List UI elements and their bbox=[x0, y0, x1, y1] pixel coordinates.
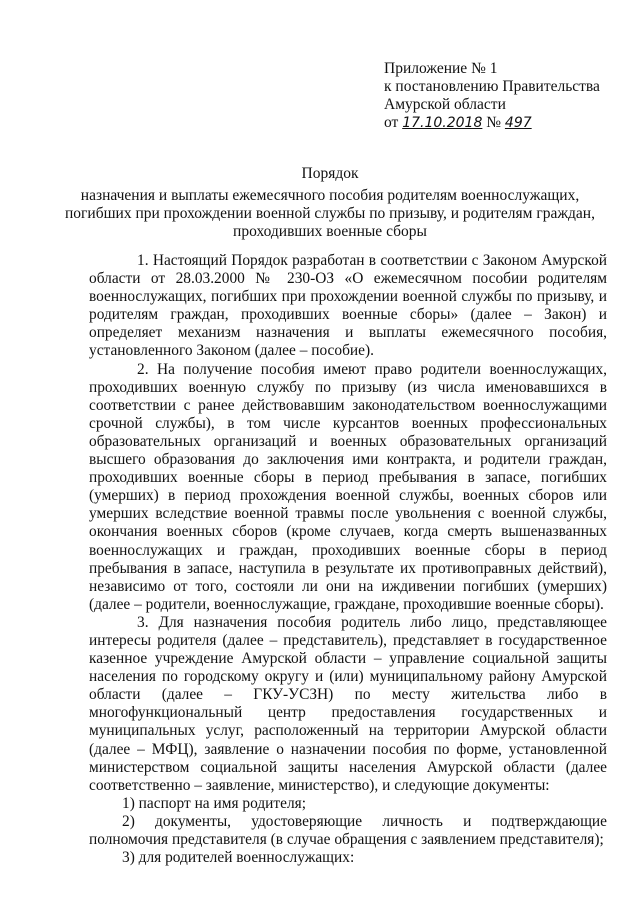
list-item-1: 1) паспорт на имя родителя; bbox=[122, 794, 306, 812]
handwritten-number: 497 bbox=[504, 115, 532, 131]
document-body bbox=[89, 252, 607, 867]
document-title bbox=[60, 165, 600, 241]
paragraph-1: 1. Настоящий Порядок разработан в соответствии с Законом Амурской области от 28.03.2000 № 230-ОЗ «О ежемесячном пособии родителям военнослужащих, погибших при прохождении военной службы по призыву, и родителям граждан, проходивших военные сборы» (далее – Закон) и определяет механизм назначения и выплаты ежемесячного пособия, установленного Законом (далее – пособие). bbox=[89, 252, 607, 360]
appendix-number: Приложение № 1 bbox=[384, 60, 498, 77]
date-prefix: от bbox=[384, 114, 399, 131]
list-item-3: 3) для родителей военнослужащих: bbox=[122, 849, 355, 867]
number-sign: № bbox=[486, 114, 502, 131]
appendix-date-line bbox=[384, 114, 624, 132]
paragraph-2: 2. На получение пособия имеют право родители военнослужащих, проходивших военную службу по призыву (из числа именовавшихся в соответствии с ранее действовавшим законодательством военнослужащими срочной службы), в том числе курсантов военных профессиональных образовательных организаций и военных образовательных организаций высшего образования до заключения ими контракта, и родители граждан, проходивших военные сборы в период пребывания в запасе, погибших (умерших) в период прохождения военной службы, военных сборов или умерших вследствие военной травмы после увольнения с военной службы, окончания военных сборов (кроме случаев, когда смерть вышеназванных военнослужащих и граждан, проходивших военные сборы в период пребывания в запасе, наступила в результате их противоправных действий), независимо от того, состояли ли они на иждивении погибших (умерших) (далее – родители, военнослужащие, граждане, проходившие военные сборы). bbox=[89, 360, 607, 613]
appendix-resolution-ref: к постановлению Правительства bbox=[384, 78, 600, 95]
title-subtitle: назначения и выплаты ежемесячного пособия родителям военнослужащих, погибших при прохождении военной службы по призыву, и родителям граждан, проходивших военные сборы bbox=[65, 187, 595, 240]
paragraph-3: 3. Для назначения пособия родитель либо лицо, представляющее интересы родителя (далее – представитель), представляет в государственное казенное учреждение Амурской области – управление социальной защиты населения по городскому округу и (или) муниципальному району Амурской области (далее – ГКУ-УСЗН) по месту жительства либо в многофункциональный центр предоставления государственных и муниципальных услуг, расположенный на территории Амурской области (далее – МФЦ), заявление о назначении пособия по форме, установленной министерством социальной защиты населения Амурской области (далее соответственно – заявление, министерство), и следующие документы: bbox=[89, 613, 607, 794]
handwritten-date: 17.10.2018 bbox=[402, 115, 483, 131]
appendix-block bbox=[384, 60, 624, 132]
title-heading: Порядок bbox=[301, 165, 359, 182]
appendix-region: Амурской области bbox=[384, 96, 506, 113]
list-item-2: 2) документы, удостоверяющие личность и подтверждающие полномочия представителя (в случае обращения с заявлением представителя); bbox=[89, 812, 607, 848]
